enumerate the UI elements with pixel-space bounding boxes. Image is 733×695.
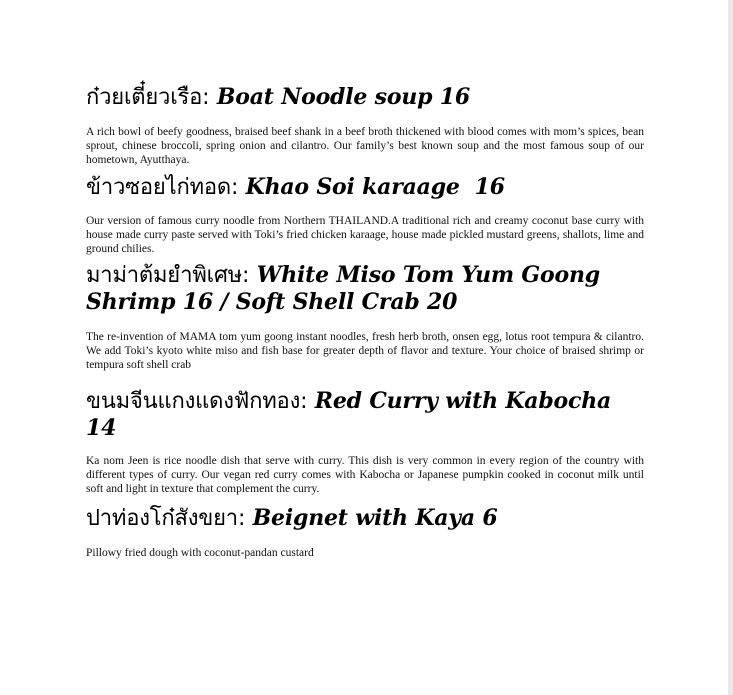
menu-item-description: Our version of famous curry noodle from Northern THAILAND.A traditional rich and creamy coconut base curry with house made curry paste served with Toki’s fried chicken karaage, house made pickled mustard greens, shallots, lime and ground chilies. (86, 215, 644, 255)
menu-item-heading (86, 505, 644, 532)
menu-item-description: The re-invention of MAMA tom yum goong instant noodles, fresh herb broth, onsen egg, lotus root tempura & cilantro. We add Toki’s kyoto white miso and fish base for greater depth of flavor and texture. Your choice of braised shrimp or tempura soft shell crab (86, 331, 644, 371)
menu-item-khao-soi (86, 174, 644, 256)
thai-name: มาม่าต้มยำพิเศษ: (86, 263, 250, 288)
price: 16 (439, 84, 470, 110)
menu-item-heading (86, 388, 644, 441)
menu-item-description: Ka nom Jeen is rice noodle dish that serve with curry. This dish is very common in every region of the country with different types of curry. Our vegan red curry comes with Kabocha or Japanese pumpkin cooked in coconut milk until soft and light in texture that complement the curry. (86, 455, 644, 495)
price: 6 (482, 505, 498, 531)
english-name: White Miso Tom Yum Goong Shrimp 16 / Soft Shell Crab (86, 262, 600, 315)
menu-item-heading (86, 174, 644, 201)
english-name: Red Curry with Kabocha (314, 388, 612, 414)
english-name: Boat Noodle soup (216, 84, 433, 110)
menu-item-boat-noodle (86, 84, 644, 167)
menu-item-heading (86, 84, 644, 111)
price: 14 (86, 415, 117, 441)
menu-list (86, 84, 644, 560)
english-name: Khao Soi karaage (245, 174, 460, 200)
thai-name: ก๋วยเตี๋ยวเรือ: (86, 85, 210, 110)
menu-item-description: A rich bowl of beefy goodness, braised beef shank in a beef broth thickened with blood comes with mom’s spices, bean sprout, chinese broccoli, spring onion and cilantro. Our family’s best known soup and the most famous soup of our hometown, Ayutthaya. (86, 126, 644, 166)
menu-item-tom-yum (86, 262, 644, 372)
price: 16 (474, 174, 505, 200)
english-name: Beignet with Kaya (252, 505, 475, 531)
menu-item-red-curry (86, 388, 644, 496)
price: 20 (427, 289, 458, 315)
window-edge (728, 0, 733, 695)
menu-item-beignet (86, 505, 644, 560)
menu-item-heading (86, 262, 644, 315)
thai-name: ขนมจีนแกงแดงฟักทอง: (86, 389, 308, 414)
thai-name: ข้าวซอยไก่ทอด: (86, 175, 239, 200)
thai-name: ปาท่องโก๋สังขยา: (86, 506, 246, 531)
menu-item-description: Pillowy fried dough with coconut-pandan custard (86, 547, 314, 559)
